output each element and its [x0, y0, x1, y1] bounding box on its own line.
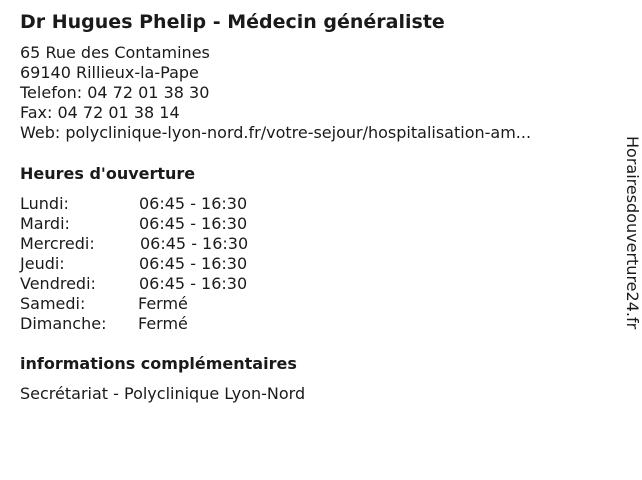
phone-number: Telefon: 04 72 01 38 30: [20, 83, 210, 102]
time-value: 06:45 - 16:30: [139, 274, 248, 293]
day-label: Mardi:: [20, 214, 70, 233]
contact-info: [20, 43, 531, 143]
hours-heading: Heures d'ouverture: [20, 164, 196, 183]
site-watermark: Horairesdouverture24.fr: [623, 136, 642, 330]
time-value: 06:45 - 16:30: [139, 214, 248, 233]
page-title: Dr Hugues Phelip - Médecin généraliste: [20, 11, 445, 33]
time-value: Fermé: [138, 294, 188, 313]
extra-info-heading: informations complémentaires: [20, 354, 297, 373]
time-value: Fermé: [138, 314, 188, 333]
day-label: Jeudi:: [20, 254, 65, 273]
website-link[interactable]: Web: polyclinique-lyon-nord.fr/votre-sejour/hospitalisation-am...: [20, 123, 532, 142]
address-city: 69140 Rillieux-la-Pape: [20, 63, 199, 82]
time-value: 06:45 - 16:30: [139, 254, 248, 273]
day-label: Lundi:: [20, 194, 69, 213]
day-label: Samedi:: [20, 294, 86, 313]
day-label: Dimanche:: [20, 314, 107, 333]
address-street: 65 Rue des Contamines: [20, 43, 210, 62]
time-value: 06:45 - 16:30: [139, 194, 248, 213]
extra-info-text: Secrétariat - Polyclinique Lyon-Nord: [20, 384, 306, 403]
day-label: Vendredi:: [20, 274, 96, 293]
day-label: Mercredi:: [20, 234, 95, 253]
time-value: 06:45 - 16:30: [140, 234, 249, 253]
fax-number: Fax: 04 72 01 38 14: [20, 103, 180, 122]
